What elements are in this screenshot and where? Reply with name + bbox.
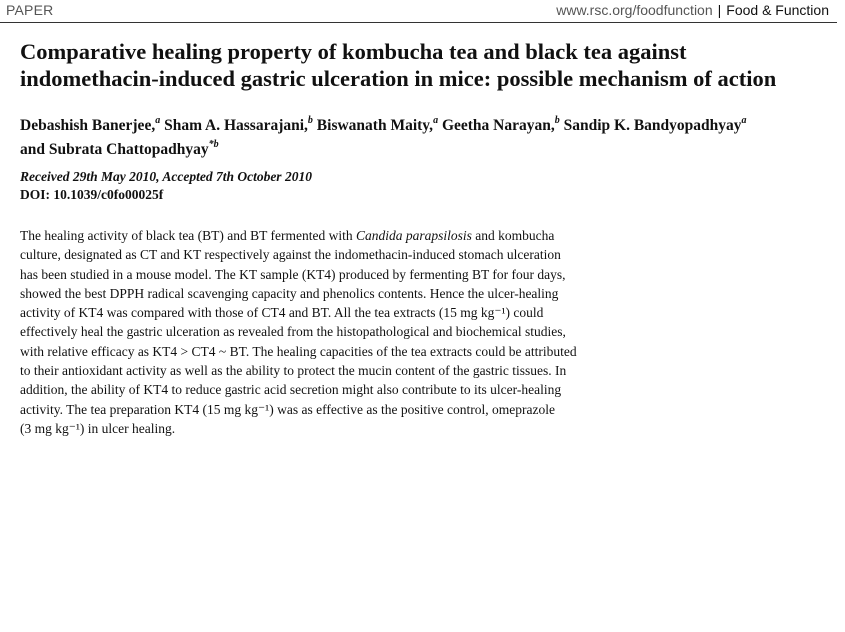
species-name: Candida parapsilosis xyxy=(356,228,472,243)
header-separator: | xyxy=(717,2,722,18)
author-name: Geetha Narayan, xyxy=(441,117,555,135)
received-accepted-dates: Received 29th May 2010, Accepted 7th October 2010 xyxy=(20,169,312,184)
author-affiliation: a xyxy=(433,115,439,126)
abstract-line: culture, designated as CT and KT respectively against the indomethacin-induced stomach ulceration xyxy=(20,247,561,263)
abstract-line: has been studied in a mouse model. The KT sample (KT4) produced by fermenting BT for four days, xyxy=(20,266,566,282)
author-name: Sham A. Hassarajani, xyxy=(164,117,308,135)
author-affiliation: b xyxy=(554,115,560,126)
journal-name: Food & Function xyxy=(726,2,829,18)
header-rule xyxy=(0,22,837,23)
abstract-line: with relative efficacy as KT4 > CT4 ~ BT. The healing capacities of the tea extracts could be attributed xyxy=(20,343,577,359)
abstract-line: showed the best DPPH radical scavenging capacity and phenolics contents. Hence the ulcer-healing xyxy=(20,285,559,301)
article-dates xyxy=(20,168,312,204)
title-line: indomethacin-induced gastric ulceration in mice: possible mechanism of action xyxy=(20,66,777,91)
abstract-line xyxy=(20,226,660,245)
journal-info xyxy=(556,2,829,18)
title-line: Comparative healing property of kombucha tea and black tea against xyxy=(20,39,687,64)
author-name: Biswanath Maity, xyxy=(316,117,434,135)
author-affiliation: a xyxy=(155,115,161,126)
abstract-line: (3 mg kg⁻¹) in ulcer healing. xyxy=(20,420,176,436)
doi-link[interactable]: DOI: 10.1039/c0fo00025f xyxy=(20,187,164,202)
author-affiliation: a xyxy=(741,115,747,126)
author-affiliation: b xyxy=(307,115,313,126)
abstract-text: and kombucha xyxy=(471,228,555,243)
author-name: Subrata Chattopadhyay xyxy=(48,141,209,159)
abstract-text: The healing activity of black tea (BT) and BT fermented with xyxy=(20,228,357,243)
author-list xyxy=(20,112,840,160)
abstract-line: activity of KT4 was compared with those of CT4 and BT. All the tea extracts (15 mg kg⁻¹) could xyxy=(20,305,544,321)
section-label: PAPER xyxy=(6,2,54,18)
journal-url-link[interactable]: www.rsc.org/foodfunction xyxy=(556,2,713,18)
author-name: Debashish Banerjee, xyxy=(20,117,156,135)
author-line xyxy=(20,112,840,136)
abstract-line: effectively heal the gastric ulceration as revealed from the histopathological and biochemical studies, xyxy=(20,324,566,340)
page-header xyxy=(0,0,845,22)
author-line xyxy=(20,136,840,160)
author-name: Sandip K. Bandyopadhyay xyxy=(563,117,742,135)
article-title xyxy=(20,38,840,92)
author-affiliation: *b xyxy=(208,139,219,151)
abstract-line: to their antioxidant activity as well as the ability to protect the mucin content of the gastric tissues. In xyxy=(20,363,567,379)
abstract-line: addition, the ability of KT4 to reduce gastric acid secretion might also contribute to its ulcer-healing xyxy=(20,382,562,398)
abstract-line: activity. The tea preparation KT4 (15 mg kg⁻¹) was as effective as the positive control, omeprazole xyxy=(20,401,555,417)
authors-conjunction: and xyxy=(20,141,45,159)
abstract xyxy=(20,226,660,438)
